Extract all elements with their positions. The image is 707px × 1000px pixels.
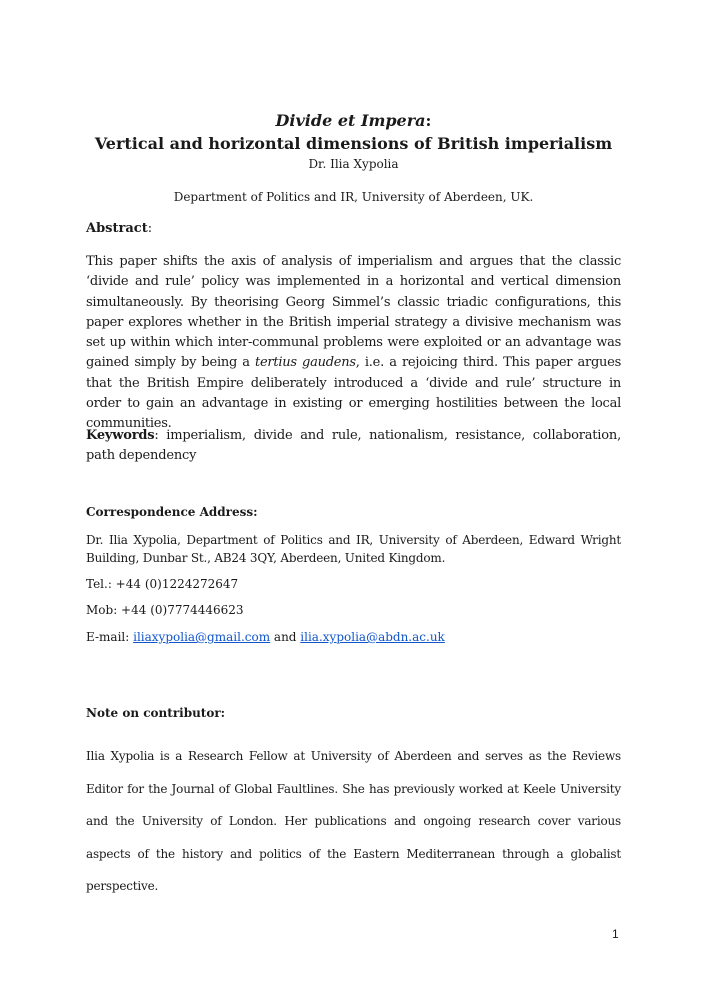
email-line [86,630,621,644]
email-label: E-mail: [86,630,134,644]
keywords-label: Keywords [86,428,155,443]
paper-title [0,111,707,130]
abstract-italic-term: tertius gaudens [254,355,356,371]
page-number: 1 [612,927,619,941]
email-link-abdn[interactable]: ilia.xypolia@abdn.ac.uk [300,630,445,644]
correspondence-address: Dr. Ilia Xypolia, Department of Politics and IR, University of Aberdeen, Edward Wright Building, Dunbar St., AB24 3QY, Aberdeen, United Kingdom. [86,533,621,565]
abstract-heading-colon: : [147,221,153,236]
paper-subtitle: Vertical and horizontal dimensions of British imperialism [94,134,613,153]
author-affiliation: Department of Politics and IR, University of Aberdeen, UK. [173,190,534,204]
abstract-body [86,252,621,435]
keywords [86,426,621,466]
telephone: Tel.: +44 (0)1224272647 [86,577,239,591]
abstract-text-2: , i.e. a rejoicing third. This paper argues that the British Empire deliberately introduced a ‘divide and rule’ structure in order to gain an advantage in existing or emerging hostilities between the local communities. [86,355,621,432]
contributor-note-body: Ilia Xypolia is a Research Fellow at University of Aberdeen and serves as the Reviews Editor for the Journal of Global Faultlines. She has previously worked at Keele University and the University of London. Her publications and ongoing research cover various aspects of the history and politics of the Eastern Mediterranean through a globalist perspective. [86,749,621,893]
title-colon: : [425,111,432,130]
author-name: Dr. Ilia Xypolia [308,157,399,171]
correspondence-heading: Correspondence Address: [86,505,258,519]
email-link-gmail[interactable]: iliaxypolia@gmail.com [133,630,271,644]
abstract-heading [86,221,621,236]
mobile: Mob: +44 (0)7774446623 [86,603,244,617]
title-italic: Divide et Impera [275,111,426,130]
abstract-heading-label: Abstract [86,221,148,236]
email-joiner: and [270,630,301,644]
keywords-list: : imperialism, divide and rule, nationalism, resistance, collaboration, path dependency [86,428,621,463]
abstract-text-1: This paper shifts the axis of analysis of imperialism and argues that the classic ‘divide and rule’ policy was implemented in a horizontal and vertical dimension simultaneously. By theorising Georg Simmel’s classic triadic configurations, this paper explores whether in the British imperial strategy a divisive mechanism was set up within which inter-communal problems were exploited or an advantage was gained simply by being a [86,254,621,371]
contributor-note-heading: Note on contributor: [86,706,226,720]
